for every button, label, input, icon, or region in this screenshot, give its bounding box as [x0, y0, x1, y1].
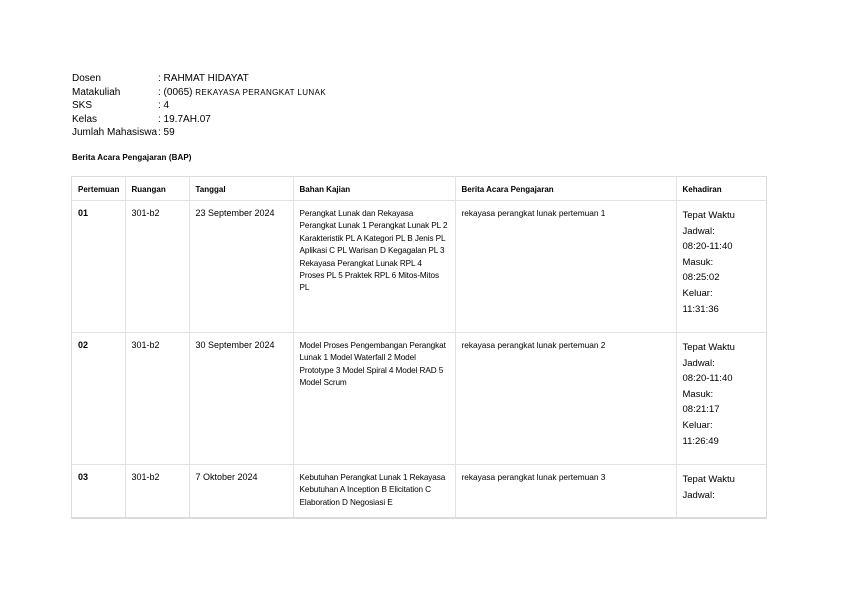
- info-label: Dosen: [72, 73, 101, 84]
- cell-tanggal: 7 Oktober 2024: [189, 465, 293, 518]
- check-out-label: Keluar:: [682, 419, 713, 431]
- info-label: Kelas: [72, 113, 98, 125]
- cell-berita-acara: rekayasa perangkat lunak pertemuan 3: [455, 465, 676, 518]
- table-row: [72, 465, 766, 518]
- info-value-prefix: : (0065): [158, 86, 196, 98]
- info-row-matakuliah: [72, 86, 326, 100]
- bap-table: [72, 177, 766, 517]
- bap-table-container: [71, 176, 767, 519]
- table-row: [72, 201, 766, 333]
- info-value: REKAYASA PERANGKAT LUNAK: [195, 87, 327, 97]
- column-header-pertemuan: Pertemuan: [72, 177, 125, 201]
- info-value: : 59: [158, 127, 175, 138]
- cell-ruangan: 301-b2: [125, 333, 189, 465]
- course-info: [72, 72, 326, 140]
- check-out-value: 11:31:36: [682, 303, 719, 315]
- info-label: Matakuliah: [72, 86, 121, 98]
- attendance-status: Tepat Waktu: [682, 210, 735, 221]
- check-in-label: Masuk:: [682, 256, 714, 268]
- schedule-label: Jadwal:: [682, 225, 715, 237]
- schedule-label: Jadwal:: [682, 357, 715, 369]
- check-in-value: 08:21:17: [682, 404, 720, 416]
- cell-pertemuan: 02: [72, 333, 125, 465]
- cell-tanggal: 23 September 2024: [189, 201, 293, 333]
- info-label: Jumlah Mahasiswa: [72, 127, 158, 138]
- info-value: : 19.7AH.07: [158, 113, 211, 125]
- check-in-label: Masuk:: [682, 388, 714, 400]
- cell-pertemuan: 03: [72, 465, 125, 518]
- info-row-dosen: [72, 72, 326, 86]
- table-header-row: [72, 177, 766, 201]
- schedule-value: 08:20-11:40: [682, 241, 733, 253]
- schedule-label: Jadwal:: [682, 489, 715, 501]
- column-header-ruangan: Ruangan: [125, 177, 189, 201]
- cell-pertemuan: 01: [72, 201, 125, 333]
- section-title: Berita Acara Pengajaran (BAP): [72, 153, 192, 162]
- cell-ruangan: 301-b2: [125, 465, 189, 518]
- check-out-value: 11:26:49: [682, 435, 719, 447]
- cell-kehadiran: [676, 333, 766, 465]
- schedule-value: 08:20-11:40: [682, 373, 733, 385]
- column-header-kehadiran: Kehadiran: [676, 177, 766, 201]
- cell-berita-acara: rekayasa perangkat lunak pertemuan 1: [455, 201, 676, 333]
- column-header-tanggal: Tanggal: [189, 177, 293, 201]
- column-header-bahan-kajian: Bahan Kajian: [293, 177, 455, 201]
- column-header-berita-acara: Berita Acara Pengajaran: [455, 177, 676, 201]
- cell-bahan-kajian: Model Proses Pengembangan Perangkat Lunak 1 Model Waterfall 2 Model Prototype 3 Model Spiral 4 Model RAD 5 Model Scrum: [293, 333, 455, 465]
- cell-tanggal: 30 September 2024: [189, 333, 293, 465]
- table-row: [72, 333, 766, 465]
- cell-berita-acara: rekayasa perangkat lunak pertemuan 2: [455, 333, 676, 465]
- attendance-status: Tepat Waktu: [682, 474, 735, 485]
- cell-ruangan: 301-b2: [125, 201, 189, 333]
- attendance-status: Tepat Waktu: [682, 342, 735, 353]
- info-row-sks: [72, 99, 326, 113]
- cell-bahan-kajian: Perangkat Lunak dan Rekayasa Perangkat Lunak 1 Perangkat Lunak PL 2 Karakteristik PL A Kategori PL B Jenis PL Aplikasi C PL Warisan D Kegagalan PL 3 Rekayasa Perangkat Lunak RPL 4 Proses PL 5 Praktek RPL 6 Mitos-Mitos PL: [293, 201, 455, 333]
- check-out-label: Keluar:: [682, 287, 713, 299]
- info-label: SKS: [72, 100, 93, 111]
- cell-bahan-kajian: Kebutuhan Perangkat Lunak 1 Rekayasa Kebutuhan A Inception B Elicitation C Elaboration D Negosiasi E: [293, 465, 455, 518]
- check-in-value: 08:25:02: [682, 272, 720, 284]
- info-value: : 4: [158, 100, 170, 111]
- info-value: : RAHMAT HIDAYAT: [158, 73, 249, 84]
- info-row-jumlah: [72, 126, 326, 140]
- info-row-kelas: [72, 113, 326, 127]
- cell-kehadiran: [676, 201, 766, 333]
- cell-kehadiran: [676, 465, 766, 518]
